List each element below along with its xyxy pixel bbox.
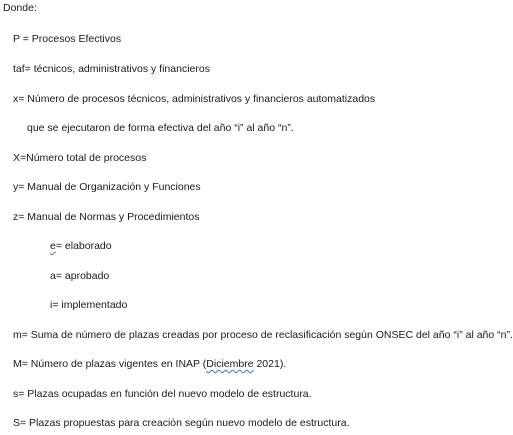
definition-y: y= Manual de Organización y Funciones	[13, 181, 201, 193]
spellcheck-word-e: e	[50, 240, 56, 252]
definition-a: a= aprobado	[50, 270, 110, 282]
definition-e	[50, 239, 112, 253]
definition-m: m= Suma de número de plazas creadas por proceso de reclasificación según ONSEC del año “i” al año “n”.	[13, 329, 513, 341]
definition-x-continuation: que se ejecutaron de forma efectiva del año “i” al año “n”.	[27, 122, 294, 134]
definition-S: S= Plazas propuestas para creación según nuevo modelo de estructura.	[13, 417, 350, 429]
definition-M-text-after: 2021).	[253, 358, 287, 370]
definition-x: x= Número de procesos técnicos, administrativos y financieros automatizados	[13, 93, 376, 105]
spellcheck-word-diciembre: Diciembre	[206, 358, 254, 370]
definition-e-text: = elaborado	[55, 240, 112, 252]
definition-M-text-before: M= Número de plazas vigentes en INAP (	[13, 358, 207, 370]
heading-donde: Donde:	[3, 2, 37, 14]
definition-M	[13, 357, 286, 371]
definition-i: i= implementado	[50, 299, 128, 311]
definition-taf: taf= técnicos, administrativos y financieros	[13, 63, 210, 75]
definition-z: z= Manual de Normas y Procedimientos	[13, 211, 200, 223]
definition-p: P = Procesos Efectivos	[13, 33, 122, 45]
definition-s: s= Plazas ocupadas en función del nuevo modelo de estructura.	[13, 388, 312, 400]
definition-X: X=Número total de procesos	[13, 152, 147, 164]
